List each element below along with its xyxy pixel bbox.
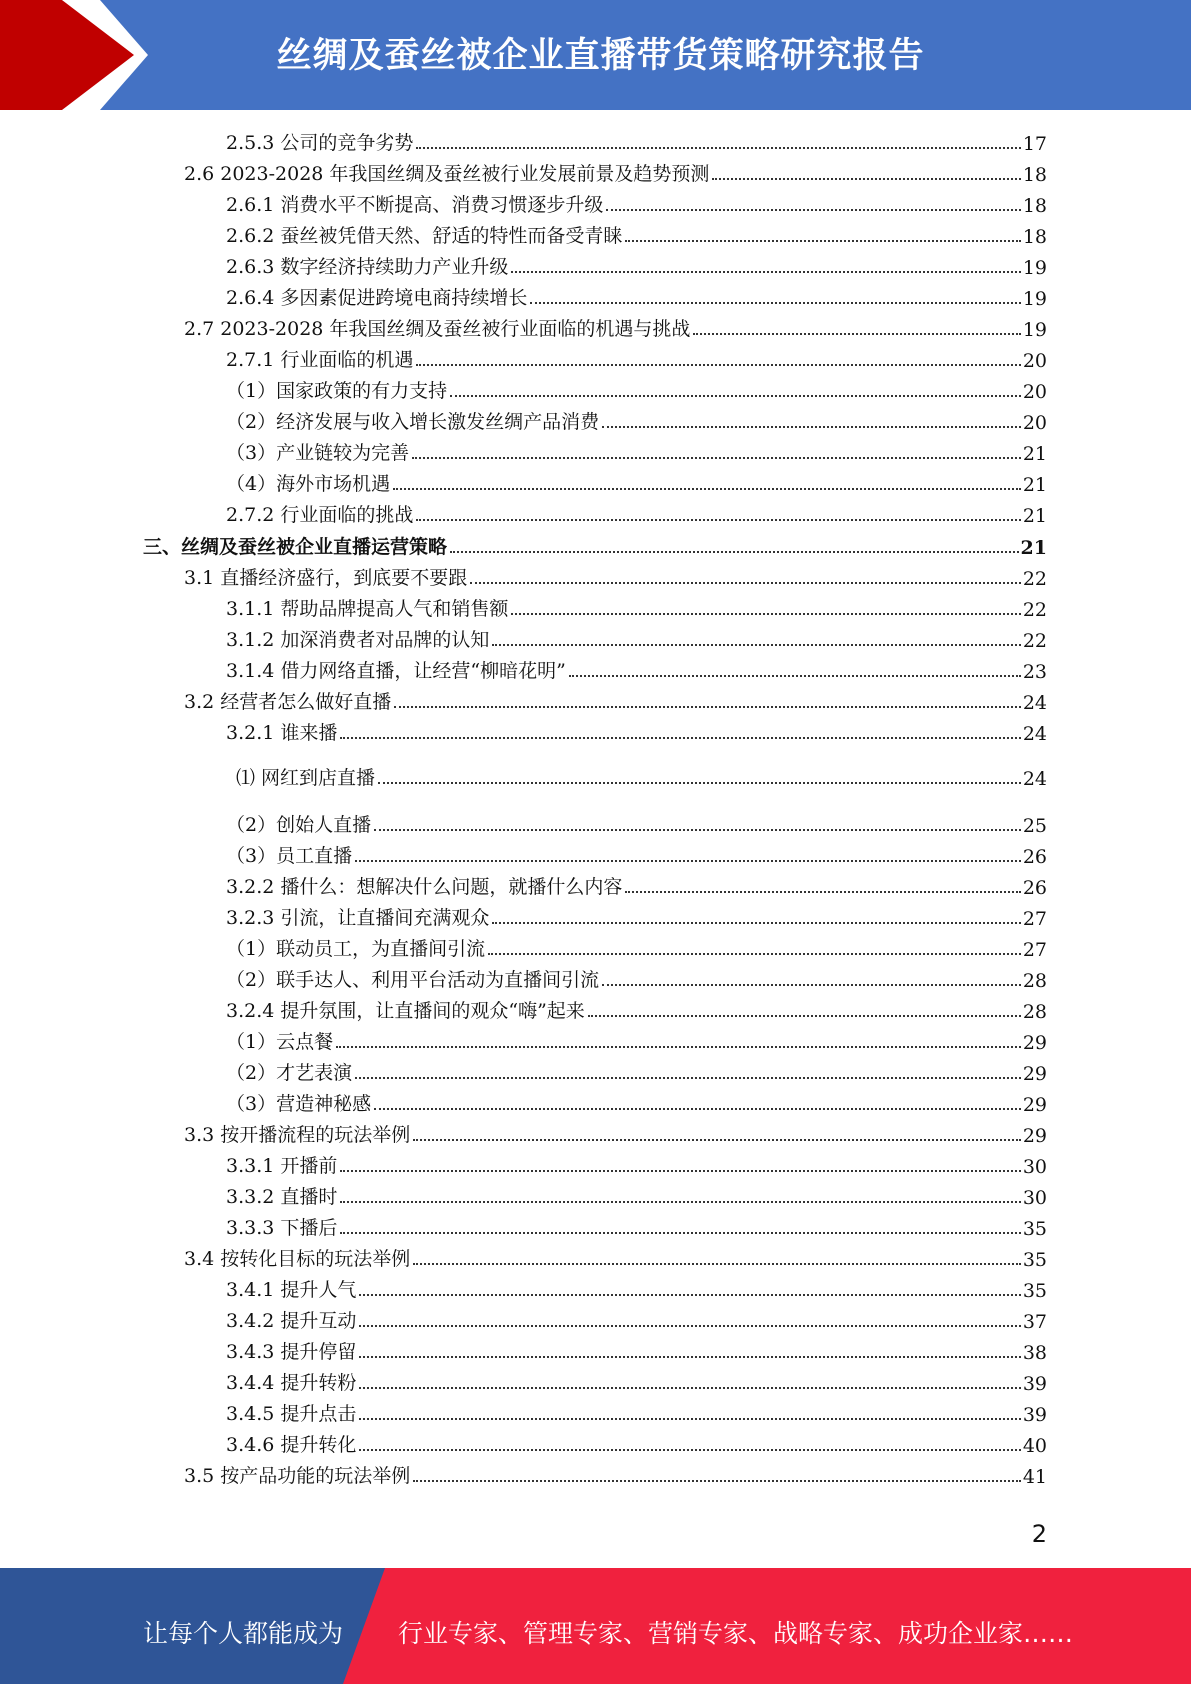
toc-entry-label: （1）云点餐 bbox=[226, 1031, 334, 1053]
toc-leader-dots bbox=[606, 209, 1020, 211]
toc-entry-label: 3.4.2 提升互动 bbox=[226, 1310, 357, 1332]
toc-leader-dots bbox=[359, 1449, 1020, 1451]
toc-entry-label: 2.6 2023-2028 年我国丝绸及蚕丝被行业发展前景及趋势预测 bbox=[184, 163, 710, 185]
page-header bbox=[0, 0, 1191, 110]
toc-entry-page: 28 bbox=[1022, 1001, 1047, 1023]
toc-leader-dots bbox=[355, 860, 1021, 862]
toc-entry-label: 3.4.4 提升转粉 bbox=[226, 1372, 357, 1394]
toc-entry-label: 2.6.2 蚕丝被凭借天然、舒适的特性而备受青睐 bbox=[226, 225, 623, 247]
toc-leader-dots bbox=[625, 891, 1020, 893]
toc-leader-dots bbox=[492, 922, 1020, 924]
toc-entry-page: 20 bbox=[1022, 412, 1047, 434]
toc-entry-page: 19 bbox=[1022, 257, 1047, 279]
toc-leader-dots bbox=[374, 1108, 1021, 1110]
toc-leader-dots bbox=[602, 984, 1021, 986]
toc-entry[interactable] bbox=[226, 189, 1047, 217]
toc-entry-page: 24 bbox=[1022, 692, 1047, 714]
page-number: 2 bbox=[1031, 1520, 1047, 1548]
toc-entry-label: 3.1.2 加深消费者对品牌的认知 bbox=[226, 629, 490, 651]
toc-entry-page: 35 bbox=[1022, 1280, 1047, 1302]
toc-entry-page: 21 bbox=[1020, 537, 1047, 559]
toc-entry[interactable] bbox=[226, 1150, 1047, 1178]
toc-entry[interactable] bbox=[226, 1398, 1047, 1426]
toc-entry-page: 19 bbox=[1022, 288, 1047, 310]
toc-entry-page: 20 bbox=[1022, 381, 1047, 403]
toc-entry[interactable] bbox=[226, 251, 1047, 279]
toc-entry[interactable] bbox=[226, 1336, 1047, 1364]
toc-entry-page: 18 bbox=[1022, 226, 1047, 248]
toc-leader-dots bbox=[336, 1046, 1021, 1048]
toc-entry-label: 3.2.2 播什么：想解决什么问题，就播什么内容 bbox=[226, 876, 623, 898]
toc-entry[interactable] bbox=[226, 964, 1047, 992]
toc-leader-dots bbox=[492, 644, 1020, 646]
page-footer bbox=[0, 1568, 1191, 1684]
toc-entry-page: 30 bbox=[1022, 1187, 1047, 1209]
toc-entry-page: 22 bbox=[1022, 630, 1047, 652]
toc-leader-dots bbox=[374, 829, 1021, 831]
toc-entry[interactable] bbox=[184, 562, 1047, 590]
toc-entry-page: 21 bbox=[1022, 505, 1047, 527]
toc-entry-label: （1）国家政策的有力支持 bbox=[226, 380, 448, 402]
toc-entry[interactable] bbox=[226, 1429, 1047, 1457]
toc-leader-dots bbox=[588, 1015, 1021, 1017]
toc-entry-label: 2.6.1 消费水平不断提高、消费习惯逐步升级 bbox=[226, 194, 604, 216]
toc-entry[interactable] bbox=[226, 933, 1047, 961]
toc-entry-page: 24 bbox=[1022, 768, 1047, 790]
toc-leader-dots bbox=[355, 1077, 1021, 1079]
toc-leader-dots bbox=[378, 782, 1021, 784]
toc-entry-label: 三、丝绸及蚕丝被企业直播运营策略 bbox=[143, 536, 448, 558]
toc-entry[interactable] bbox=[226, 1088, 1047, 1116]
toc-leader-dots bbox=[450, 551, 1019, 553]
toc-leader-dots bbox=[569, 675, 1021, 677]
toc-entry-page: 23 bbox=[1022, 661, 1047, 683]
toc-leader-dots bbox=[450, 395, 1021, 397]
toc-entry-page: 21 bbox=[1022, 474, 1047, 496]
toc-entry[interactable] bbox=[226, 468, 1047, 496]
toc-leader-dots bbox=[530, 302, 1020, 304]
toc-entry-label: 3.5 按产品功能的玩法举例 bbox=[184, 1465, 411, 1487]
toc-entry-page: 17 bbox=[1022, 133, 1047, 155]
toc-entry[interactable] bbox=[226, 717, 1047, 745]
toc-entry-label: （2）才艺表演 bbox=[226, 1062, 353, 1084]
toc-leader-dots bbox=[693, 333, 1020, 335]
toc-entry-label: 3.4 按转化目标的玩法举例 bbox=[184, 1248, 411, 1270]
footer-slogan-right: 行业专家、管理专家、营销专家、战略专家、成功企业家…… bbox=[398, 1619, 1074, 1648]
toc-entry-label: 3.3.2 直播时 bbox=[226, 1186, 338, 1208]
toc-entry-page: 35 bbox=[1022, 1249, 1047, 1271]
toc-entry-label: 3.3.1 开播前 bbox=[226, 1155, 338, 1177]
toc-leader-dots bbox=[359, 1387, 1020, 1389]
toc-entry[interactable] bbox=[226, 1305, 1047, 1333]
toc-entry-label: 3.3.3 下播后 bbox=[226, 1217, 338, 1239]
toc-entry-label: 2.6.4 多因素促进跨境电商持续增长 bbox=[226, 287, 528, 309]
toc-entry[interactable] bbox=[184, 158, 1047, 186]
toc-entry-page: 35 bbox=[1022, 1218, 1047, 1240]
toc-entry[interactable] bbox=[226, 1181, 1047, 1209]
page-title: 丝绸及蚕丝被企业直播带货策略研究报告 bbox=[276, 36, 925, 76]
toc-entry-page: 39 bbox=[1022, 1404, 1047, 1426]
toc-leader-dots bbox=[340, 1232, 1020, 1234]
toc-entry[interactable] bbox=[184, 313, 1047, 341]
toc-entry[interactable] bbox=[226, 1057, 1047, 1085]
toc-entry[interactable] bbox=[226, 593, 1047, 621]
toc-leader-dots bbox=[511, 271, 1020, 273]
toc-entry[interactable] bbox=[226, 1026, 1047, 1054]
toc-leader-dots bbox=[359, 1294, 1020, 1296]
toc-entry-label: 3.4.3 提升停留 bbox=[226, 1341, 357, 1363]
toc-entry[interactable] bbox=[184, 686, 1047, 714]
toc-entry-page: 40 bbox=[1022, 1435, 1047, 1457]
toc-entry-label: 3.1.4 借力网络直播，让经营“柳暗花明” bbox=[226, 660, 566, 682]
toc-entry-page: 24 bbox=[1022, 723, 1047, 745]
toc-leader-dots bbox=[511, 613, 1020, 615]
footer-slogan-left: 让每个人都能成为 bbox=[143, 1619, 344, 1648]
toc-entry[interactable] bbox=[226, 1367, 1047, 1395]
toc-entry-page: 41 bbox=[1022, 1466, 1047, 1488]
toc-entry-label: 2.7 2023-2028 年我国丝绸及蚕丝被行业面临的机遇与挑战 bbox=[184, 318, 691, 340]
toc-entry-page: 18 bbox=[1022, 164, 1047, 186]
toc-leader-dots bbox=[413, 1480, 1021, 1482]
toc-entry-label: 3.2.4 提升氛围，让直播间的观众“嗨”起来 bbox=[226, 1000, 585, 1022]
toc-entry-label: 2.7.2 行业面临的挑战 bbox=[226, 504, 414, 526]
toc-entry-page: 28 bbox=[1022, 970, 1047, 992]
toc-entry-label: 3.2.3 引流，让直播间充满观众 bbox=[226, 907, 490, 929]
toc-entry-label: （4）海外市场机遇 bbox=[226, 473, 391, 495]
toc-entry-page: 27 bbox=[1022, 939, 1047, 961]
toc-entry-label: （1）联动员工，为直播间引流 bbox=[226, 938, 486, 960]
toc-entry[interactable] bbox=[226, 437, 1047, 465]
toc-entry-page: 39 bbox=[1022, 1373, 1047, 1395]
toc-leader-dots bbox=[340, 1170, 1020, 1172]
toc-entry[interactable] bbox=[226, 406, 1047, 434]
toc-leader-dots bbox=[416, 519, 1020, 521]
toc-entry-label: （2）联手达人、利用平台活动为直播间引流 bbox=[226, 969, 600, 991]
toc-chapter-entry[interactable] bbox=[143, 531, 1047, 559]
toc-entry[interactable] bbox=[184, 1460, 1047, 1488]
toc-entry-label: 3.4.5 提升点击 bbox=[226, 1403, 357, 1425]
toc-entry-label: （3）产业链较为完善 bbox=[226, 442, 410, 464]
toc-leader-dots bbox=[394, 706, 1021, 708]
toc-entry-page: 37 bbox=[1022, 1311, 1047, 1333]
toc-entry[interactable] bbox=[226, 624, 1047, 652]
toc-entry[interactable] bbox=[226, 809, 1047, 837]
toc-entry[interactable] bbox=[226, 871, 1047, 899]
toc-leader-dots bbox=[602, 426, 1021, 428]
toc-entry-page: 26 bbox=[1022, 877, 1047, 899]
toc-entry-label: （2）创始人直播 bbox=[226, 814, 372, 836]
toc-leader-dots bbox=[359, 1325, 1020, 1327]
toc-entry-page: 18 bbox=[1022, 195, 1047, 217]
toc-entry[interactable] bbox=[226, 840, 1047, 868]
toc-entry-page: 38 bbox=[1022, 1342, 1047, 1364]
toc-leader-dots bbox=[340, 1201, 1020, 1203]
toc-entry[interactable] bbox=[226, 902, 1047, 930]
toc-entry[interactable] bbox=[226, 1274, 1047, 1302]
toc-leader-dots bbox=[413, 1263, 1021, 1265]
toc-entry-label: 3.3 按开播流程的玩法举例 bbox=[184, 1124, 411, 1146]
toc-entry[interactable] bbox=[236, 762, 1047, 790]
toc-entry-label: 2.5.3 公司的竞争劣势 bbox=[226, 132, 414, 154]
toc-entry[interactable] bbox=[226, 282, 1047, 310]
toc-entry-label: ⑴ 网红到店直播 bbox=[236, 767, 376, 789]
toc-entry-page: 21 bbox=[1022, 443, 1047, 465]
toc-leader-dots bbox=[416, 147, 1020, 149]
toc-entry-label: 3.2 经营者怎么做好直播 bbox=[184, 691, 392, 713]
toc-entry[interactable] bbox=[184, 1243, 1047, 1271]
toc-entry-page: 22 bbox=[1022, 599, 1047, 621]
toc-entry[interactable] bbox=[226, 220, 1047, 248]
toc-entry-page: 26 bbox=[1022, 846, 1047, 868]
toc-leader-dots bbox=[393, 488, 1021, 490]
toc-entry[interactable] bbox=[226, 995, 1047, 1023]
toc-entry-page: 19 bbox=[1022, 319, 1047, 341]
toc-entry-label: （3）营造神秘感 bbox=[226, 1093, 372, 1115]
toc-entry[interactable] bbox=[226, 499, 1047, 527]
toc-leader-dots bbox=[712, 178, 1020, 180]
toc-entry[interactable] bbox=[184, 1119, 1047, 1147]
toc-entry-label: 2.6.3 数字经济持续助力产业升级 bbox=[226, 256, 509, 278]
toc-entry[interactable] bbox=[226, 344, 1047, 372]
toc-entry-label: 3.1 直播经济盛行，到底要不要跟 bbox=[184, 567, 468, 589]
toc-entry-label: 3.4.6 提升转化 bbox=[226, 1434, 357, 1456]
toc-entry[interactable] bbox=[226, 655, 1047, 683]
toc-leader-dots bbox=[488, 953, 1021, 955]
toc-entry-page: 29 bbox=[1022, 1063, 1047, 1085]
toc-leader-dots bbox=[416, 364, 1020, 366]
toc-leader-dots bbox=[412, 457, 1021, 459]
toc-entry-page: 20 bbox=[1022, 350, 1047, 372]
toc-entry-page: 22 bbox=[1022, 568, 1047, 590]
toc-entry-page: 29 bbox=[1022, 1094, 1047, 1116]
toc-entry-label: 3.1.1 帮助品牌提高人气和销售额 bbox=[226, 598, 509, 620]
toc-entry-label: 3.4.1 提升人气 bbox=[226, 1279, 357, 1301]
toc-entry-page: 30 bbox=[1022, 1156, 1047, 1178]
toc-entry-label: 2.7.1 行业面临的机遇 bbox=[226, 349, 414, 371]
toc-entry[interactable] bbox=[226, 375, 1047, 403]
toc-entry-page: 29 bbox=[1022, 1032, 1047, 1054]
toc-entry-page: 25 bbox=[1022, 815, 1047, 837]
toc-leader-dots bbox=[359, 1356, 1020, 1358]
toc-leader-dots bbox=[340, 737, 1020, 739]
toc-entry-label: 3.2.1 谁来播 bbox=[226, 722, 338, 744]
toc-entry-label: （3）员工直播 bbox=[226, 845, 353, 867]
toc-entry-page: 29 bbox=[1022, 1125, 1047, 1147]
toc-entry[interactable] bbox=[226, 1212, 1047, 1240]
toc-entry[interactable] bbox=[226, 127, 1047, 155]
toc-entry-page: 27 bbox=[1022, 908, 1047, 930]
toc-leader-dots bbox=[625, 240, 1020, 242]
toc-entry-label: （2）经济发展与收入增长激发丝绸产品消费 bbox=[226, 411, 600, 433]
toc-leader-dots bbox=[413, 1139, 1021, 1141]
toc-leader-dots bbox=[359, 1418, 1020, 1420]
toc-leader-dots bbox=[470, 582, 1021, 584]
